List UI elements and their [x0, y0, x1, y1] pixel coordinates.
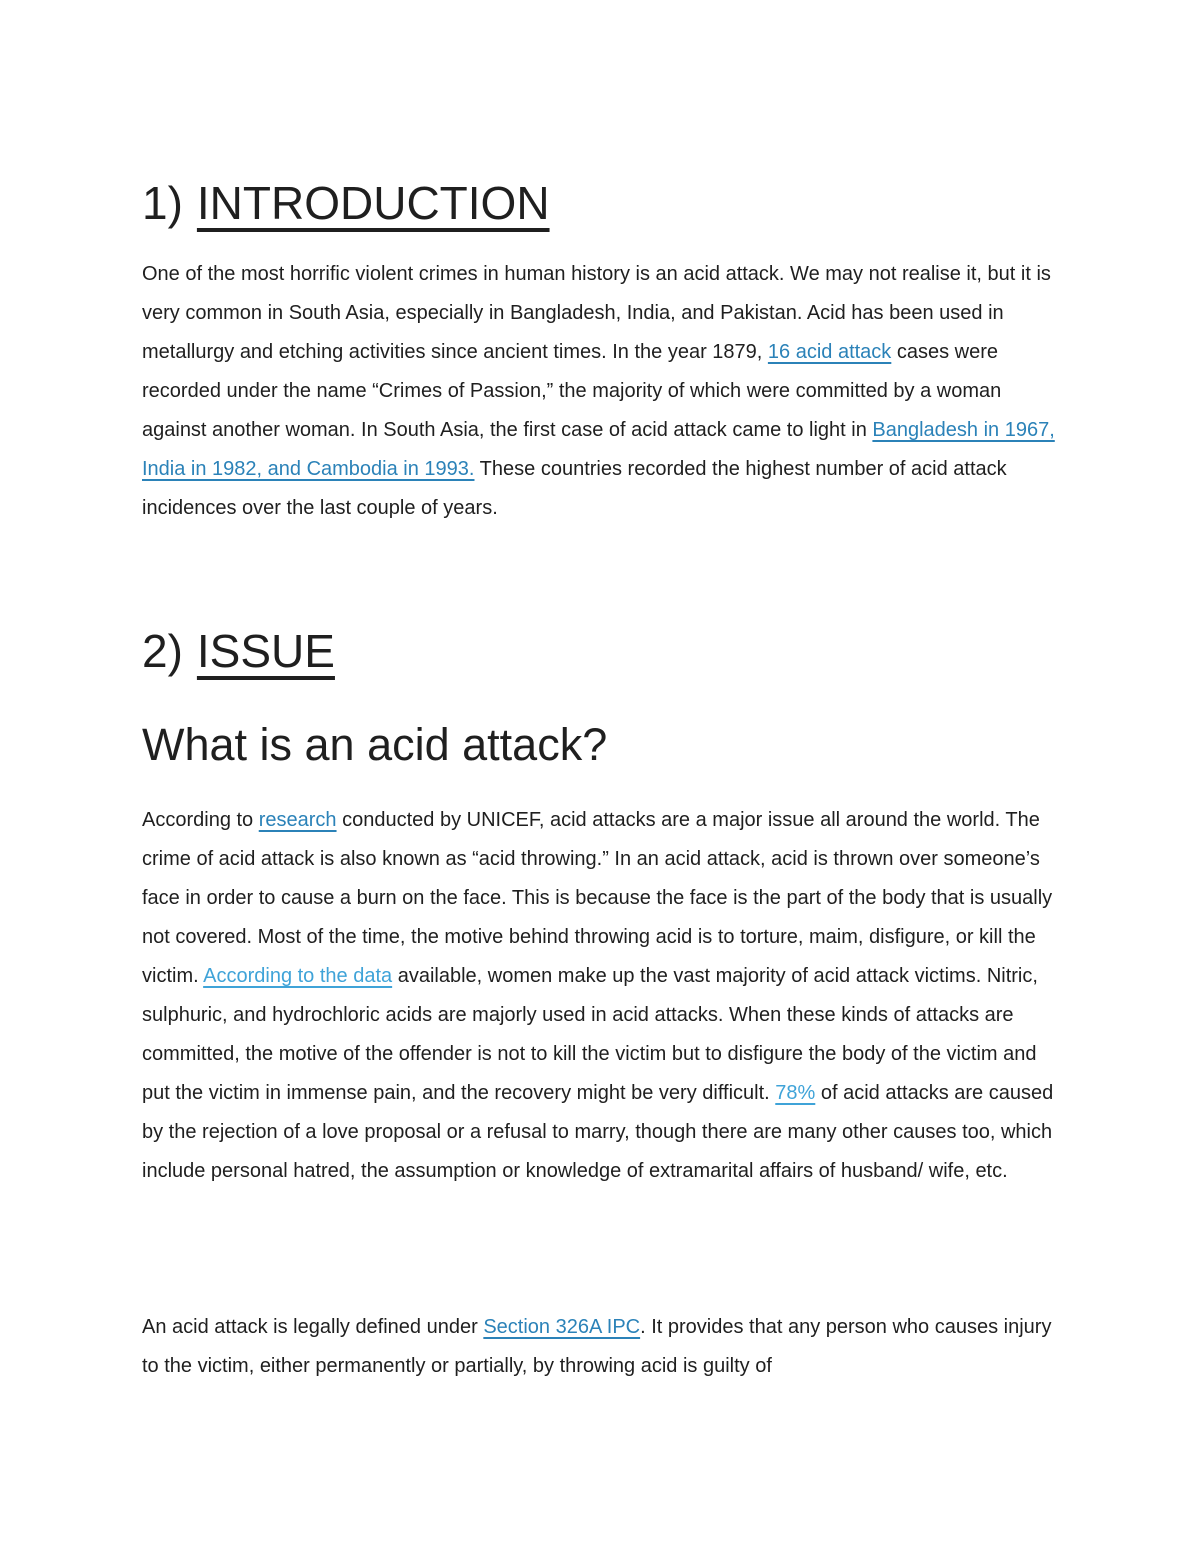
link-bangladesh-india-cambodia[interactable]: Bangladesh in 1967, India in 1982, and Cambodia in 1993.	[142, 419, 1055, 480]
link-research[interactable]: research	[258, 809, 337, 831]
issue-subheading: What is an acid attack?	[142, 719, 608, 770]
issue-p1-text-1: According to	[142, 809, 259, 831]
intro-heading-text: INTRODUCTION	[196, 177, 550, 229]
issue-heading-text: ISSUE	[196, 625, 335, 677]
issue-heading	[142, 623, 335, 679]
issue-p1-text-2: conducted by UNICEF, acid attacks are a major issue all around the world. The crime of acid attack is also known as “acid throwing.” In an acid attack, acid is thrown over someone’s face in order to cause a burn on the face. This is because the face is the part of the body that is usually not covered. Most of the time, the motive behind throwing acid is to torture, maim, disfigure, or kill the victim.	[142, 809, 1053, 987]
issue-p2-text-2: . It provides that any person who causes injury to the victim, either permanently or partially, by throwing acid is guilty of	[142, 1316, 1052, 1377]
intro-text-3: These countries recorded the highest number of acid attack incidences over the last couple of years.	[142, 458, 1007, 519]
intro-text-2: cases were recorded under the name “Crimes of Passion,” the majority of which were committed by a woman against another woman. In South Asia, the first case of acid attack came to light in	[142, 341, 1002, 441]
issue-paragraph-1	[142, 801, 1067, 1191]
intro-text-1: One of the most horrific violent crimes in human history is an acid attack. We may not realise it, but it is very common in South Asia, especially in Bangladesh, India, and Pakistan. Acid has been used in metallurgy and etching activities since ancient times. In the year 1879,	[142, 263, 1051, 363]
intro-paragraph	[142, 255, 1067, 528]
intro-heading	[142, 175, 550, 231]
link-section-326a-ipc[interactable]: Section 326A IPC	[483, 1316, 641, 1338]
issue-heading-number: 2)	[142, 625, 183, 677]
intro-heading-number: 1)	[142, 177, 183, 229]
issue-p2-text-1: An acid attack is legally defined under	[142, 1316, 484, 1338]
link-according-to-the-data[interactable]: According to the data	[203, 965, 393, 987]
issue-paragraph-2	[142, 1308, 1067, 1386]
link-16-acid-attack[interactable]: 16 acid attack	[767, 341, 892, 363]
issue-p1-text-3: available, women make up the vast majority of acid attack victims. Nitric, sulphuric, and hydrochloric acids are majorly used in acid attacks. When these kinds of attacks are committed, the motive of the offender is not to kill the victim but to disfigure the body of the victim and put the victim in immense pain, and the recovery might be very difficult.	[142, 965, 1038, 1104]
issue-p1-text-4: of acid attacks are caused by the rejection of a love proposal or a refusal to marry, though there are many other causes too, which include personal hatred, the assumption or knowledge of extramarital affairs of husband/ wife, etc.	[142, 1082, 1054, 1182]
link-78-percent[interactable]: 78%	[775, 1082, 816, 1104]
